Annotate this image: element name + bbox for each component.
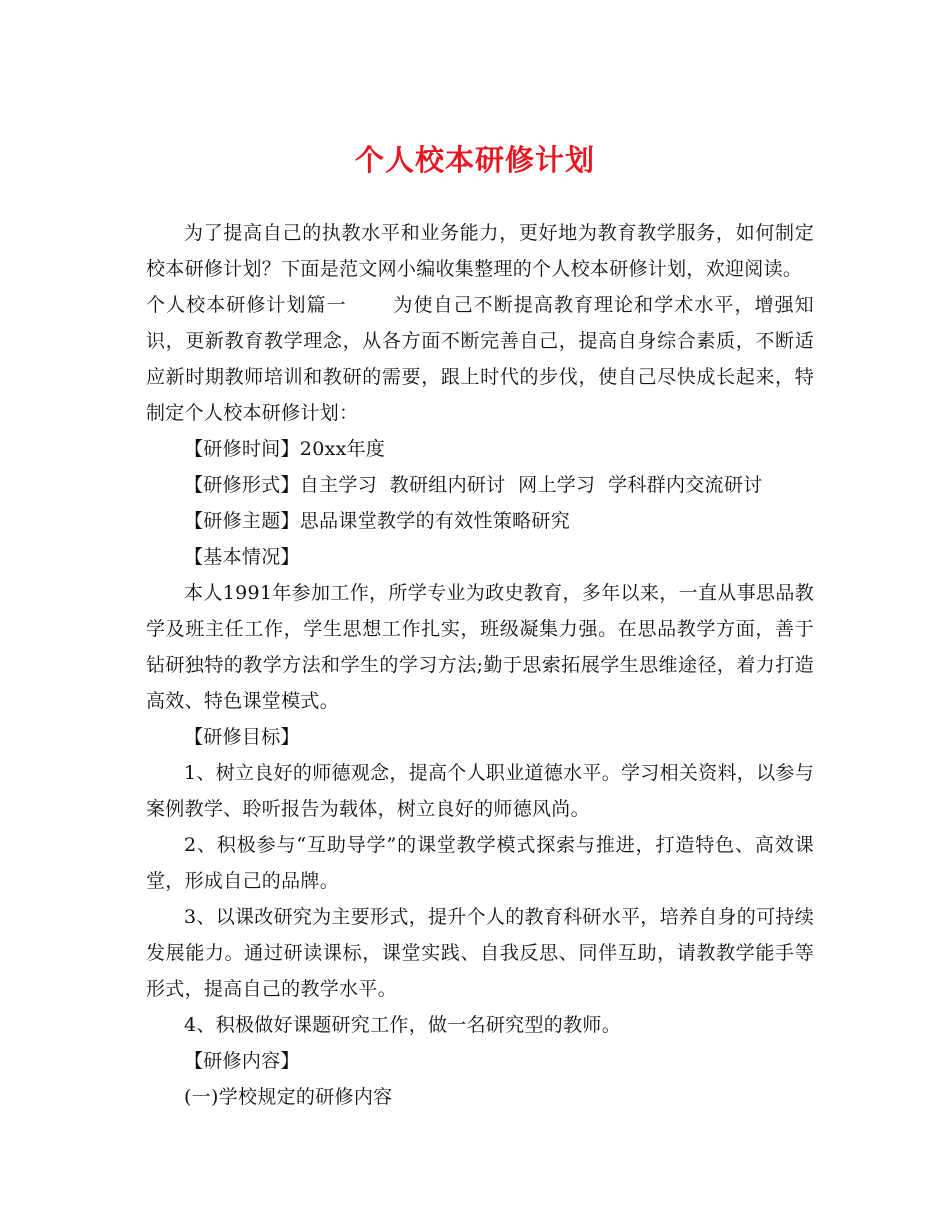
plan-heading: 个人校本研修计划篇一 xyxy=(146,294,347,316)
goal-item-2: 2、积极参与“互助导学”的课堂教学模式探索与推进，打造特色、高效课堂，形成自己的品牌。 xyxy=(146,834,814,892)
goal-item-3: 3、以课改研究为主要形式，提升个人的教育科研水平，培养自身的可持续发展能力。通过研读课标，课堂实践、自我反思、同伴互助，请教教学能手等形式，提高自己的教学水平。 xyxy=(146,906,814,1000)
content-heading: 【研修内容】 xyxy=(184,1050,300,1072)
content-item-1: (一)学校规定的研修内容 xyxy=(184,1086,393,1108)
basic-paragraph: 本人1991年参加工作，所学专业为政史教育，多年以来，一直从事思品教学及班主任工作，学生思想工作扎实，班级凝集力强。在思品教学方面，善于钻研独特的教学方法和学生的学习方法;勤于思索拓展学生思维途径，着力打造高效、特色课堂模式。 xyxy=(146,582,814,712)
goals-heading: 【研修目标】 xyxy=(184,726,300,748)
basic-heading: 【基本情况】 xyxy=(184,546,300,568)
document-body xyxy=(146,215,814,1115)
theme-line: 【研修主题】思品课堂教学的有效性策略研究 xyxy=(184,510,571,532)
goal-item-4: 4、积极做好课题研究工作，做一名研究型的教师。 xyxy=(184,1014,621,1036)
plan-section xyxy=(146,287,814,431)
goal-item-1: 1、树立良好的师德观念，提高个人职业道德水平。学习相关资料，以参与案例教学、聆听报告为载体，树立良好的师德风尚。 xyxy=(146,762,814,820)
intro-paragraph: 为了提高自己的执教水平和业务能力，更好地为教育教学服务，如何制定校本研修计划？下面是范文网小编收集整理的个人校本研修计划，欢迎阅读。 xyxy=(146,222,814,280)
form-line: 【研修形式】自主学习 教研组内研讨 网上学习 学科群内交流研讨 xyxy=(184,474,763,496)
document-title: 个人校本研修计划 xyxy=(354,143,595,177)
plan-intro: 为使自己不断提高教育理论和学术水平，增强知识，更新教育教学理念，从各方面不断完善自己，提高自身综合素质，不断适应新时期教师培训和教研的需要，跟上时代的步伐，使自己尽快成长起来，特制定个人校本研修计划： xyxy=(146,294,814,424)
time-line: 【研修时间】20xx年度 xyxy=(184,438,386,460)
